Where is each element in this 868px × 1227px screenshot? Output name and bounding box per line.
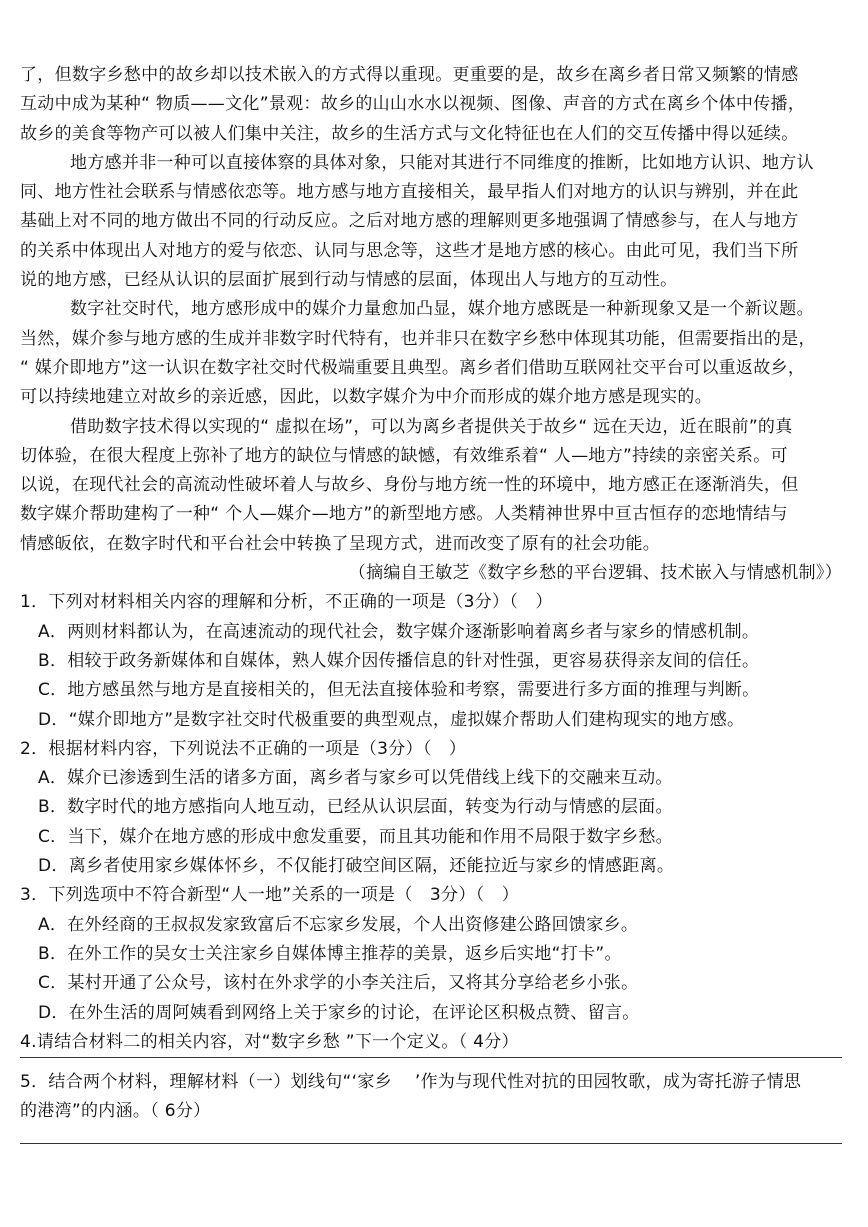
question-3-option-a: A．在外经商的王叔叔发家致富后不忘家乡发展，个人出资修建公路回馈家乡。 — [38, 914, 639, 935]
passage-line: 了，但数字乡愁中的故乡却以技术嵌入的方式得以重现。更重要的是，故乡在离乡者日常又频繁的情感 — [20, 65, 799, 85]
question-2-option-a: A．媒介已渗透到生活的诸多方面，离乡者与家乡可以凭借线上线下的交融来互动。 — [38, 768, 673, 789]
passage-line: 互动中成为某种“ 物质——文化”景观：故乡的山山水水以视频、图像、声音的方式在离乡个体中传播， — [20, 94, 806, 115]
source-citation: （摘编自王敏芝《数字乡愁的平台逻辑、技术嵌入与情感机制》） — [348, 563, 842, 584]
question-3-option-c: C．某村开通了公众号，该村在外求学的小李关注后，又将其分享给老乡小张。 — [38, 973, 639, 994]
answer-line-q5 — [20, 1143, 842, 1144]
passage-line: 数字媒介帮助建构了一种“ 个人—媒介—地方”的新型地方感。人类精神世界中亘古恒存的恋地情结与 — [20, 504, 788, 525]
passage-line: 地方感并非一种可以直接体察的具体对象，只能对其进行不同维度的推断，比如地方认识、地方认 — [70, 152, 814, 173]
question-5-line-1: 5．结合两个材料，理解材料（一）划线句“‘家乡 ’作为与现代性对抗的田园牧歌，成为寄托游子情思 — [20, 1072, 802, 1092]
question-1: 1．下列对材料相关内容的理解和分析，不正确的一项是（3分）（ ） — [20, 592, 553, 613]
passage-line: 说的地方感，已经从认识的层面扩展到行动与情感的层面，体现出人与地方的互动性。 — [20, 270, 678, 291]
question-1-option-d: D．“媒介即地方”是数字社交时代极重要的典型观点，虚拟媒介帮助人们建构现实的地方感。 — [38, 709, 745, 730]
question-2-option-d: D．离乡者使用家乡媒体怀乡，不仅能打破空间区隔，还能拉近与家乡的情感距离。 — [38, 856, 675, 877]
document-page — [20, 61, 850, 1057]
passage-line: 故乡的美食等物产可以被人们集中关注，故乡的生活方式与文化特征也在人们的交互传播中得以延续。 — [20, 123, 799, 144]
answer-line-q4 — [20, 1057, 842, 1058]
passage-line: 以说，在现代社会的高流动性破坏着人与故乡、身份与地方统一性的环境中，地方感正在逐渐消失，但 — [20, 475, 799, 496]
passage-line: 可以持续地建立对故乡的亲近感，因此，以数字媒介为中介而形成的媒介地方感是现实的。 — [20, 387, 712, 408]
question-5-block — [20, 1068, 850, 1127]
question-1-option-b: B．相较于政务新媒体和自媒体，熟人媒介因传播信息的针对性强，更容易获得亲友间的信任。 — [38, 650, 760, 671]
passage-line: 数字社交时代，地方感形成中的媒介力量愈加凸显，媒介地方感既是一种新现象又是一个新议题。 — [70, 299, 814, 320]
question-2: 2．根据材料内容，下列说法不正确的一项是（3分）（ ） — [20, 738, 467, 759]
passage-line: 同、地方性社会联系与情感依恋等。地方感与地方直接相关，最早指人们对地方的认识与辨别，并在此 — [20, 182, 799, 203]
passage-line: 基础上对不同的地方做出不同的行动反应。之后对地方感的理解则更多地强调了情感参与，在人与地方 — [20, 211, 799, 232]
question-4: 4.请结合材料二的相关内容，对“数字乡愁 ”下一个定义。（ 4分） — [20, 1031, 519, 1052]
question-2-option-c: C．当下，媒介在地方感的形成中愈发重要，而且其功能和作用不局限于数字乡愁。 — [38, 826, 673, 847]
question-5-line-2: 的港湾”的内涵。（ 6分） — [20, 1101, 211, 1122]
question-1-option-c: C．地方感虽然与地方是直接相关的，但无法直接体验和考察，需要进行多方面的推理与判断。 — [38, 680, 760, 701]
question-3: 3．下列选项中不符合新型“人一地”关系的一项是（ 3分）（ ） — [20, 885, 520, 906]
passage-line: 切体验，在很大程度上弥补了地方的缺位与情感的缺憾，有效维系着“ 人—地方”持续的亲密关系。可 — [20, 445, 788, 466]
passage-line: 借助数字技术得以实现的“ 虚拟在场”，可以为离乡者提供关于故乡“ 远在天边，近在眼前”的真 — [70, 416, 793, 437]
question-3-option-d: D．在外生活的周阿姨看到网络上关于家乡的讨论，在评论区积极点赞、留言。 — [38, 1002, 640, 1023]
passage-line: “ 媒介即地方”这一认识在数字社交时代极端重要且典型。离乡者们借助互联网社交平台可以重返故乡， — [20, 357, 806, 378]
passage-line: 情感皈依，在数字时代和平台社会中转换了呈现方式，进而改变了原有的社会功能。 — [20, 533, 661, 554]
question-2-option-b: B．数字时代的地方感指向人地互动，已经从认识层面，转变为行动与情感的层面。 — [38, 797, 673, 818]
passage-line: 的关系中体现出人对地方的爱与依恋、认同与思念等，这些才是地方感的核心。由此可见，我们当下所 — [20, 240, 799, 261]
passage-line: 当然，媒介参与地方感的生成并非数字时代特有，也并非只在数字乡愁中体现其功能，但需要指出的是， — [20, 328, 816, 349]
question-1-option-a: A．两则材料都认为，在高速流动的现代社会，数字媒介逐渐影响着离乡者与家乡的情感机制。 — [38, 621, 760, 642]
question-3-option-b: B．在外工作的吴女士关注家乡自媒体博主推荐的美景，返乡后实地“打卡”。 — [38, 943, 622, 964]
